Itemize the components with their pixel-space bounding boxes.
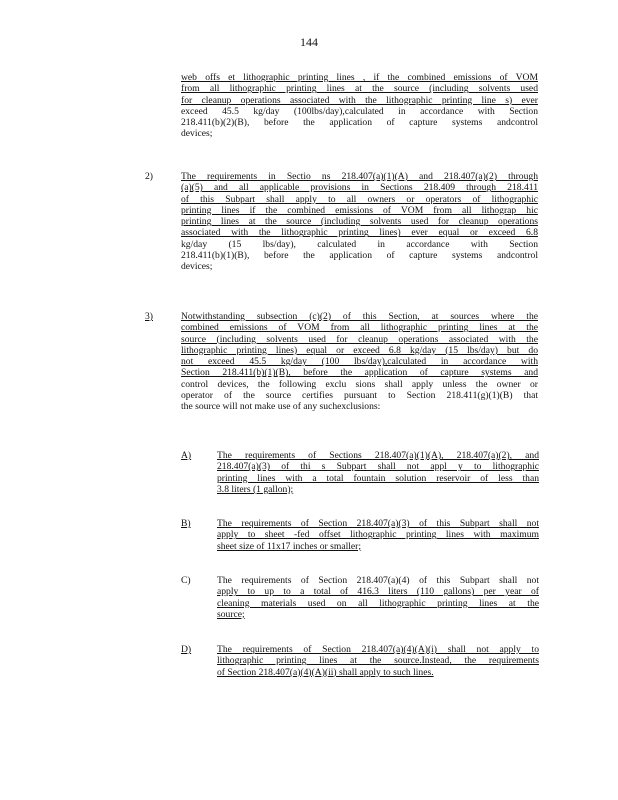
item-3-line: lithographic printing lines) equal or exceed 6.8 kg/day (15 lbs/day) but do <box>181 344 538 356</box>
item-2-line: printing lines at the source (including solvents used for cleanup operations <box>181 216 538 228</box>
sub-c-paragraph <box>217 575 539 620</box>
sub-d-line: lithographic printing lines at the source.Instead, the requirements <box>217 655 539 667</box>
item-2-line: kg/day (15 lbs/day), calculated in accordance with Section <box>181 238 538 250</box>
sub-b-paragraph <box>217 518 539 552</box>
sub-c-line: source; <box>217 608 245 620</box>
sub-a-line: printing lines with a total fountain solution reservoir of less than <box>217 472 539 484</box>
sub-c-line: apply to up to a total of 416.3 liters (110 gallons) per year of <box>217 586 539 598</box>
item-3-line: Notwithstanding subsection (c)(2) of this Section, at sources where the <box>181 311 538 322</box>
sub-a-line: The requirements of Sections 218.407(a)(1)(A), 218.407(a)(2), and <box>217 450 539 461</box>
item-2-line: associated with the lithographic printing lines) ever equal or exceed 6.8 <box>181 227 538 239</box>
sub-d-marker: D) <box>181 644 192 655</box>
sub-a-line: 218.407(a)(3) of thi s Subpart shall not appl y to lithographic <box>217 461 539 473</box>
item-3-marker: 3) <box>145 311 153 322</box>
item-2-line: of this Subpart shall apply to all owners or operators of lithographic <box>181 193 538 205</box>
intro-paragraph <box>181 72 538 140</box>
sub-b-line: apply to sheet -fed offset lithographic printing lines with maximum <box>217 529 539 541</box>
sub-c-line: cleaning materials used on all lithographic printing lines at the <box>217 597 539 609</box>
item-3-line: not exceed 45.5 kg/day (100 lbs/day),calculated in accordance with <box>181 356 538 368</box>
sub-c-line: The requirements of Section 218.407(a)(4) of this Subpart shall not <box>217 575 539 586</box>
item-3-line: source (including solvents used for cleanup operations associated with the <box>181 333 538 345</box>
item-3-line: combined emissions of VOM from all lithographic printing lines at the <box>181 322 538 334</box>
sub-b-marker: B) <box>181 518 191 529</box>
intro-line: from all lithographic printing lines at the source (including solvents used <box>181 83 538 95</box>
intro-line: exceed 45.5 kg/day (100lbs/day),calculated in accordance with Section <box>181 105 538 117</box>
sub-a-marker: A) <box>181 450 192 461</box>
item-3-line: the source will not make use of any suchexclusions: <box>181 401 381 413</box>
item-2-line: The requirements in Sectio ns 218.407(a)(1)(A) and 218.407(a)(2) through <box>181 171 538 182</box>
item-3-line: Section 218.411(b)(1)(B), before the application of capture systems and <box>181 367 538 379</box>
intro-line: for cleanup operations associated with the lithographic printing line s) ever <box>181 94 538 106</box>
item-3-line: operator of the source certifies pursuant to Section 218.411(g)(1)(B) that <box>181 390 538 402</box>
item-3-line: control devices, the following exclu sions shall apply unless the owner or <box>181 378 538 390</box>
sub-d-paragraph <box>217 644 539 678</box>
item-2-line: 218.411(b)(1)(B), before the application of capture systems andcontrol <box>181 250 538 262</box>
sub-b-line: The requirements of Section 218.407(a)(3) of this Subpart shall not <box>217 518 539 529</box>
sub-d-line: The requirements of Section 218.407(a)(4)(A)(i) shall not apply to <box>217 644 539 655</box>
item-2-marker: 2) <box>145 171 153 182</box>
item-2-line: printing lines if the combined emissions of VOM from all lithograp hic <box>181 204 538 216</box>
intro-line: devices; <box>181 128 213 140</box>
sub-a-line: 3.8 liters (1 gallon); <box>217 483 294 495</box>
sub-b-line: sheet size of 11x17 inches or smaller; <box>217 540 362 552</box>
sub-a-paragraph <box>217 450 539 495</box>
page-number: 144 <box>300 35 318 49</box>
item-3-paragraph <box>181 311 538 413</box>
sub-d-line: of Section 218.407(a)(4)(A)(ii) shall apply to such lines. <box>217 666 434 678</box>
sub-c-marker: C) <box>181 575 191 586</box>
intro-line: 218.411(b)(2)(B), before the application of capture systems andcontrol <box>181 117 538 129</box>
intro-line: web offs et lithographic printing lines , if the combined emissions of VOM <box>181 72 538 83</box>
item-2-line: (a)(5) and all applicable provisions in Sections 218.409 through 218.411 <box>181 182 538 194</box>
item-2-paragraph <box>181 171 538 273</box>
item-2-line: devices; <box>181 261 213 273</box>
